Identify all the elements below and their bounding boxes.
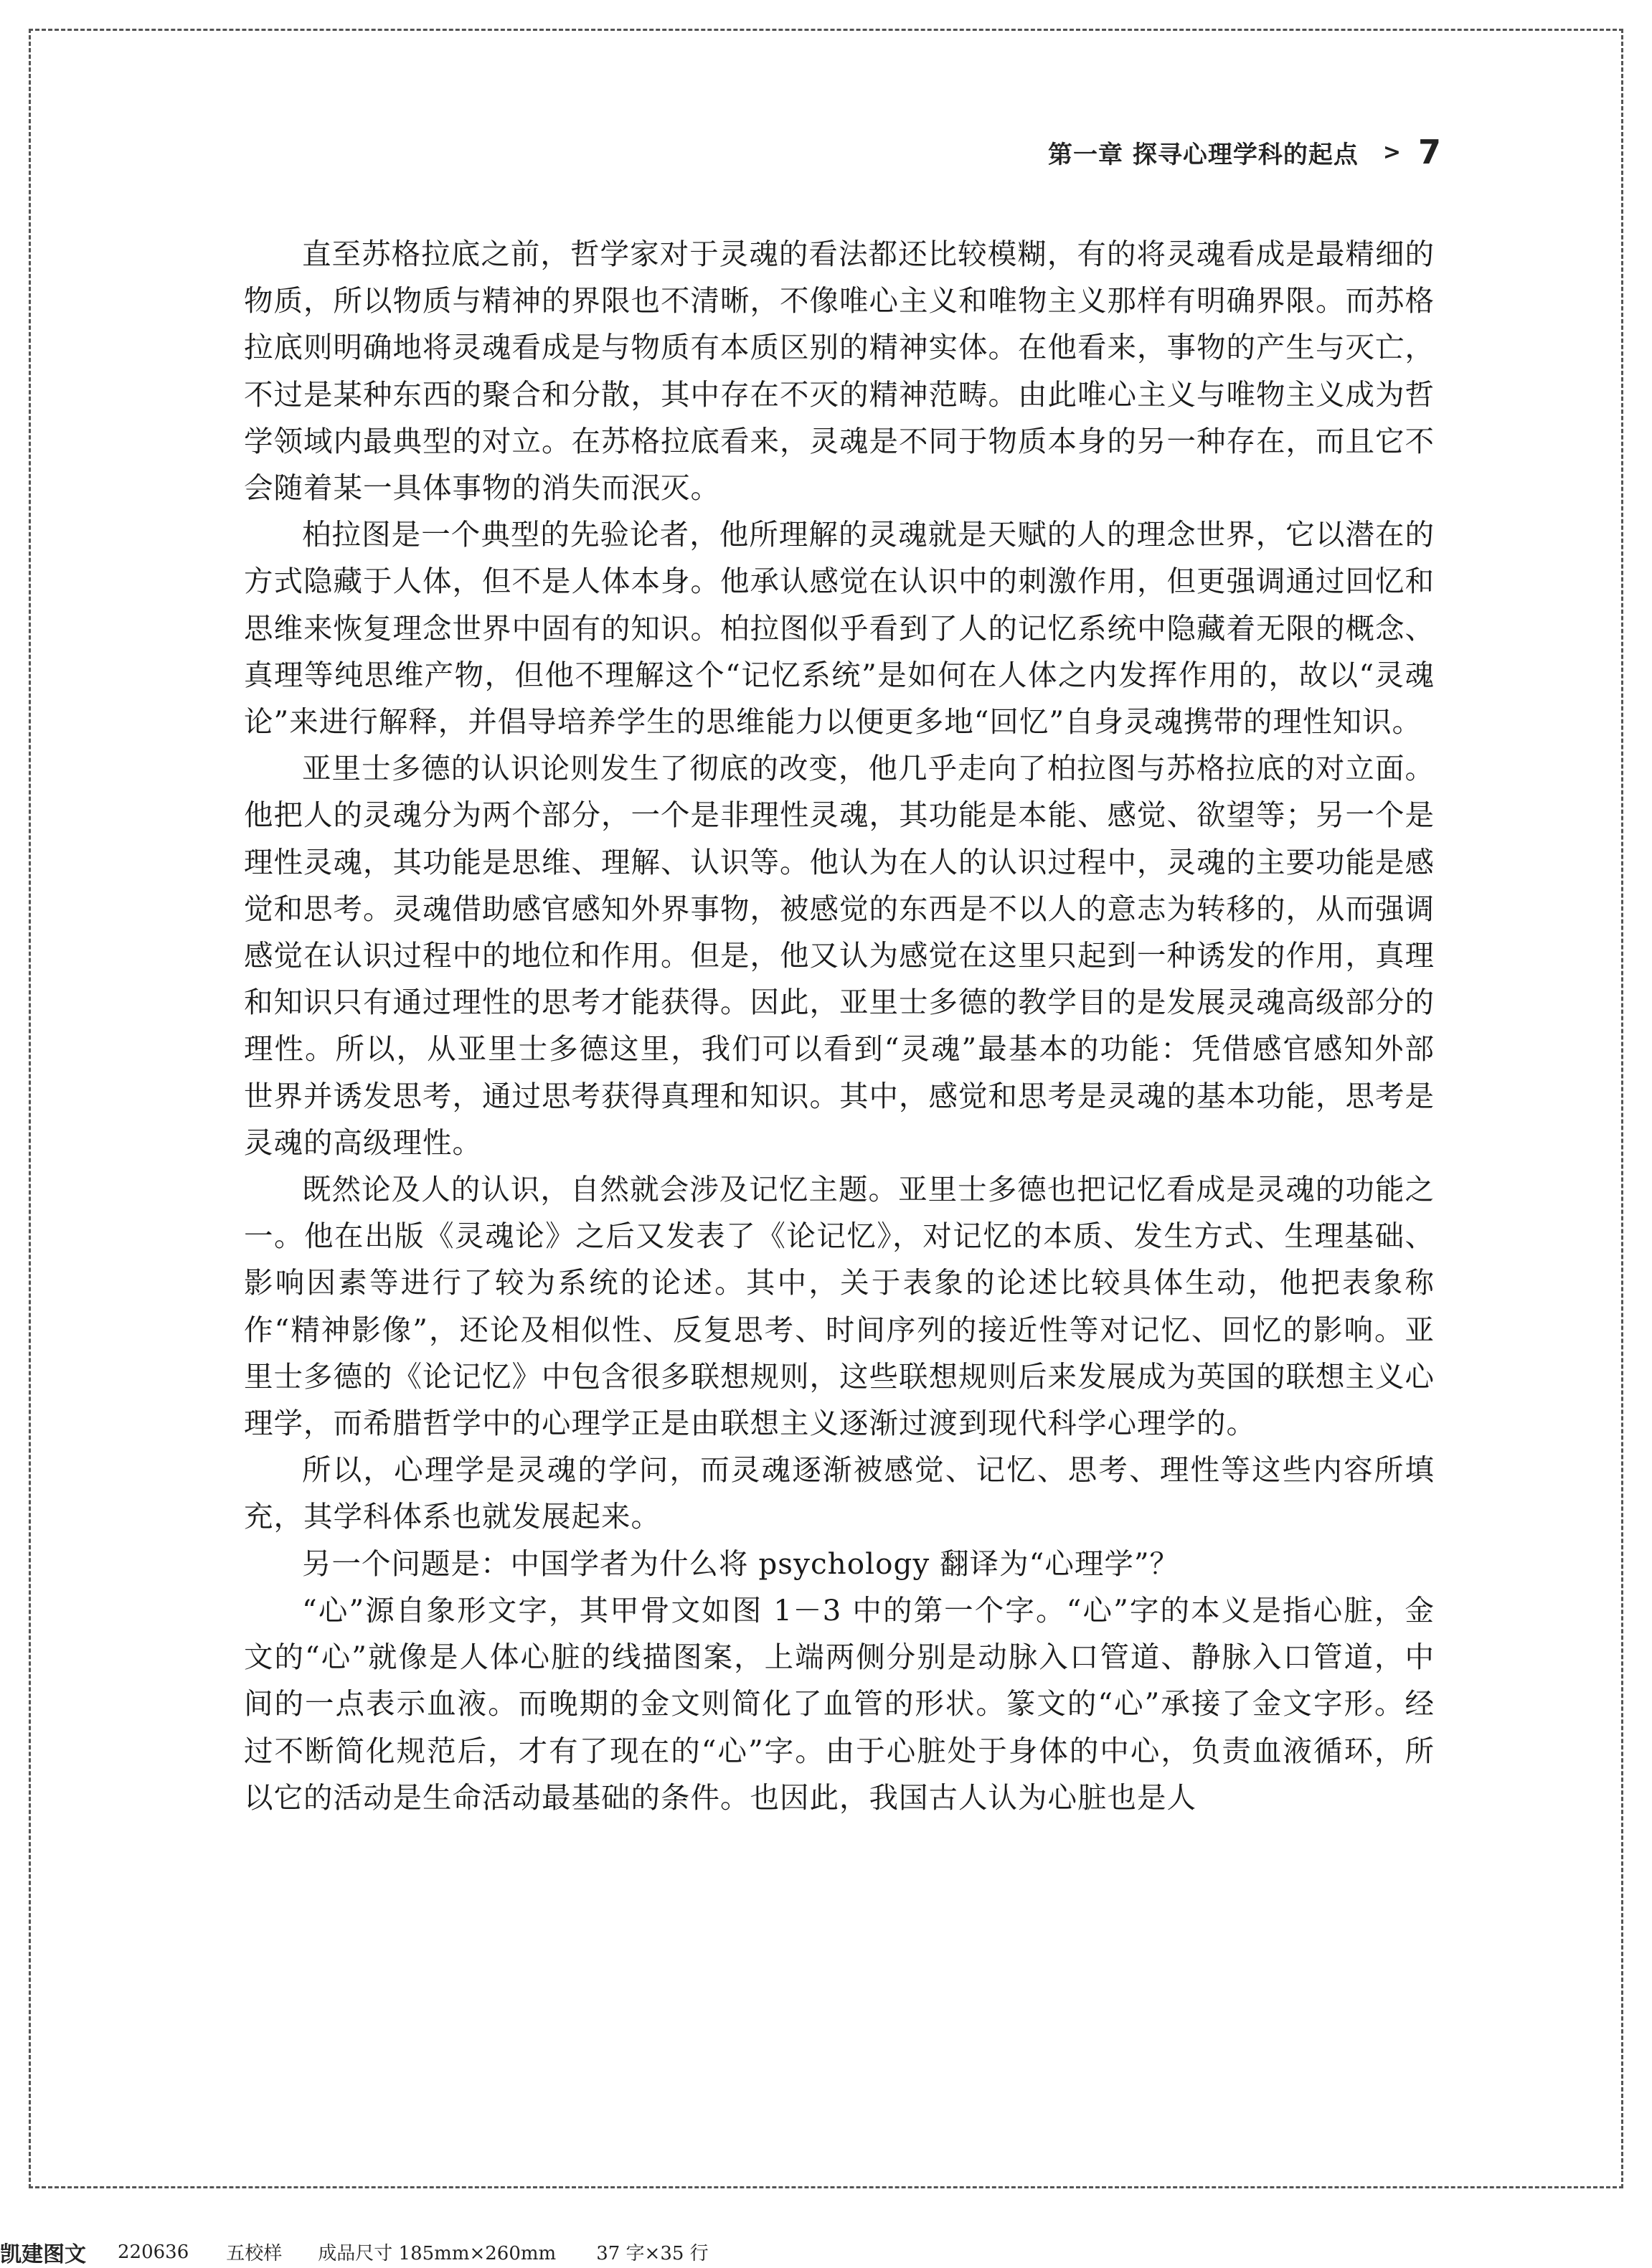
paragraph-socrates: 直至苏格拉底之前，哲学家对于灵魂的看法都还比较模糊，有的将灵魂看成是最精细的物质，所以物质与精神的界限也不清晰，不像唯心主义和唯物主义那样有明确界限。而苏格拉底则明确地将灵魂看成是与物质有本质区别的精神实体。在他看来，事物的产生与灭亡，不过是某种东西的聚合和分散，其中存在不灭的精神范畴。由此唯心主义与唯物主义成为哲学领域内最典型的对立。在苏格拉底看来，灵魂是不同于物质本身的另一种存在，而且它不会随着某一具体事物的消失而泯灭。: [244, 237, 1435, 506]
paragraph-heart-character: “心”源自象形文字，其甲骨文如图 1－3 中的第一个字。“心”字的本义是指心脏，金文的“心”就像是人体心脏的线描图案，上端两侧分别是动脉入口管道、静脉入口管道，中间的一点表示血液。而晚期的金文则简化了血管的形状。篆文的“心”承接了金文字形。经过不断简化规范后，才有了现在的“心”字。由于心脏处于身体的中心，负责血液循环，所以它的活动是生命活动最基础的条件。也因此，我国古人认为心脏也是人: [244, 1592, 1435, 1815]
page-number: 7: [1417, 133, 1441, 171]
printer-imprint: [0, 2241, 709, 2267]
body-text: [244, 231, 1435, 1821]
job-code: 220636: [118, 2241, 189, 2263]
chapter-title: 第一章 探寻心理学科的起点: [1048, 140, 1359, 169]
paragraph-question: 另一个问题是：中国学者为什么将 psychology 翻译为“心理学”？: [302, 1546, 1180, 1581]
proof-stage: 五校样: [226, 2243, 283, 2264]
paragraph-memory: 既然论及人的认识，自然就会涉及记忆主题。亚里士多德也把记忆看成是灵魂的功能之一。他在出版《灵魂论》之后又发表了《论记忆》，对记忆的本质、发生方式、生理基础、影响因素等进行了较为系统的论述。其中，关于表象的论述比较具体生动，他把表象称作“精神影像”，还论及相似性、反复思考、时间序列的接近性等对记忆、回忆的影响。亚里士多德的《论记忆》中包含很多联想规则，这些联想规则后来发展成为英国的联想主义心理学，而希腊哲学中的心理学正是由联想主义逐渐过渡到现代科学心理学的。: [244, 1172, 1435, 1441]
chevron-right-icon: >: [1382, 139, 1401, 165]
printer-brand: 凯建图文: [0, 2241, 86, 2267]
paragraph-summary: 所以，心理学是灵魂的学问，而灵魂逐渐被感觉、记忆、思考、理性等这些内容所填充，其学科体系也就发展起来。: [244, 1452, 1435, 1534]
trim-size: 成品尺寸 185mm×260mm: [318, 2243, 557, 2264]
paragraph-aristotle: 亚里士多德的认识论则发生了彻底的改变，他几乎走向了柏拉图与苏格拉底的对立面。他把人的灵魂分为两个部分，一个是非理性灵魂，其功能是本能、感觉、欲望等；另一个是理性灵魂，其功能是思维、理解、认识等。他认为在人的认识过程中，灵魂的主要功能是感觉和思考。灵魂借助感官感知外界事物，被感觉的东西是不以人的意志为转移的，从而强调感觉在认识过程中的地位和作用。但是，他又认为感觉在这里只起到一种诱发的作用，真理和知识只有通过理性的思考才能获得。因此，亚里士多德的教学目的是发展灵魂高级部分的理性。所以，从亚里士多德这里，我们可以看到“灵魂”最基本的功能：凭借感官感知外部世界并诱发思考，通过思考获得真理和知识。其中，感觉和思考是灵魂的基本功能，思考是灵魂的高级理性。: [244, 751, 1435, 1160]
paragraph-plato: 柏拉图是一个典型的先验论者，他所理解的灵魂就是天赋的人的理念世界，它以潜在的方式隐藏于人体，但不是人体本身。他承认感觉在认识中的刺激作用，但更强调通过回忆和思维来恢复理念世界中固有的知识。柏拉图似乎看到了人的记忆系统中隐藏着无限的概念、真理等纯思维产物，但他不理解这个“记忆系统”是如何在人体之内发挥作用的，故以“灵魂论”来进行解释，并倡导培养学生的思维能力以便更多地“回忆”自身灵魂携带的理性知识。: [244, 517, 1435, 740]
running-header: [1048, 131, 1441, 174]
page-format: 37 字×35 行: [596, 2243, 709, 2264]
